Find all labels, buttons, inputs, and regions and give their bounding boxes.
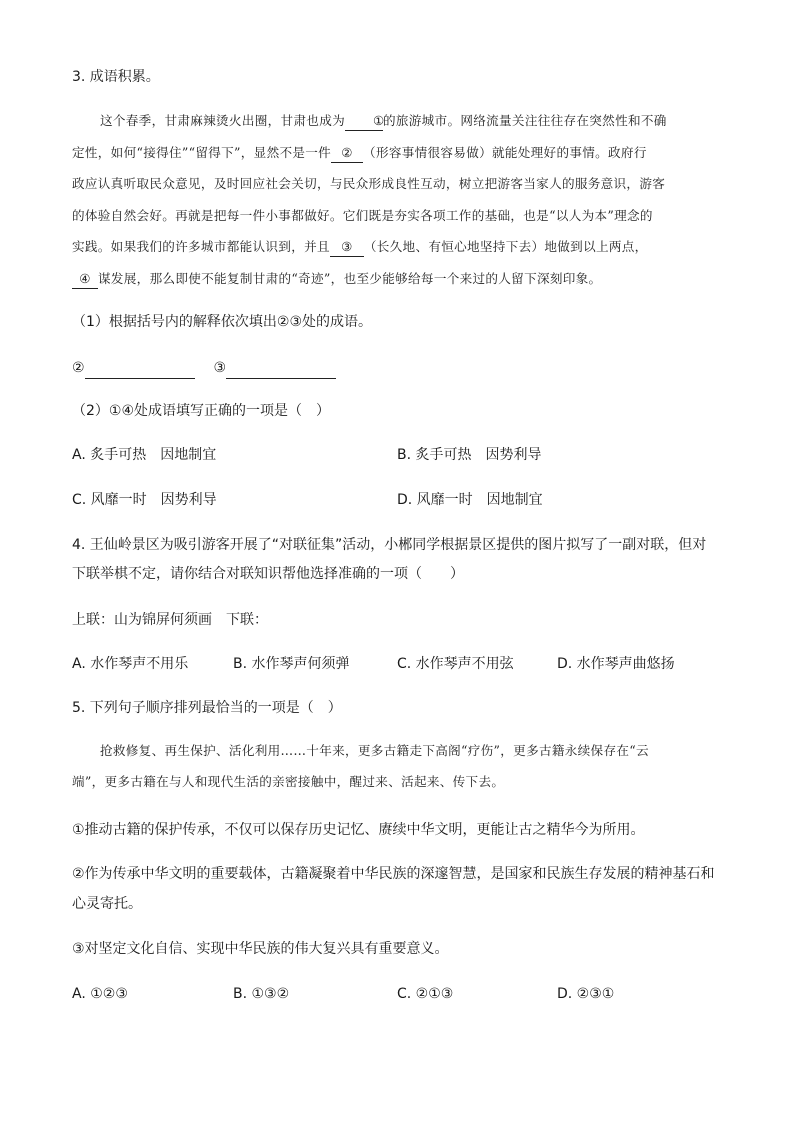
q5-passage-line-1: 抢救修复、再生保护、活化利用……十年来，更多古籍走下高阁“疗伤”，更多古籍永续保存在“云 [100, 743, 649, 758]
q5-sentence-1: ①推动古籍的保护传承，不仅可以保存历史记忆、赓续中华文明，更能让古之精华今为所用。 [72, 822, 645, 838]
blank-1: ① [345, 112, 383, 131]
q3-option-b[interactable]: B. 炙手可热 因势利导 [397, 447, 542, 463]
q3-option-c[interactable]: C. 风靡一时 因势利导 [72, 492, 217, 508]
passage-line-1 [72, 105, 724, 137]
q3-option-d[interactable]: D. 风靡一时 因地制宜 [397, 492, 543, 508]
q5-sentence-2-line-2: 心灵寄托。 [72, 896, 142, 912]
passage-text: （长久地、有恒心地坚持下去）地做到以上两点， [363, 239, 648, 254]
q3-title: 3. 成语积累。 [72, 69, 160, 85]
q4-option-c[interactable]: C. 水作琴声不用弦 [397, 656, 514, 672]
q4-couplet: 上联：山为锦屏何须画 下联： [72, 612, 268, 628]
q5-stem: 5. 下列句子顺序排列最恰当的一项是（ ） [72, 700, 342, 716]
passage-text: 这个春季，甘肃麻辣烫火出圈，甘肃也成为 [100, 113, 345, 128]
passage-text: 定性，如何“接得住”“留得下”，显然不是一件 [72, 144, 332, 160]
blank-2: ② [331, 144, 363, 163]
q5-sentence-2-line-1: ②作为传承中华文明的重要载体，古籍凝聚着中华民族的深邃智慧，是国家和民族生存发展的精神基石和 [72, 866, 715, 882]
q5-passage-line-2: 端”，更多古籍在与人和现代生活的亲密接触中，醒过来、活起来、传下去。 [72, 774, 505, 789]
passage-text: 谋发展，那么即使不能复制甘肃的“奇迹”，也至少能够给每一个来过的人留下深刻印象。 [98, 270, 602, 286]
q3-sub1: （1）根据括号内的解释依次填出②③处的成语。 [72, 314, 373, 330]
passage-line-4: 的体验自然会好。再就是把每一件小事都做好。它们既是夯实各项工作的基础，也是“以人为本”理念的 [72, 207, 653, 223]
passage-line-2 [72, 137, 724, 169]
passage-line-3: 政应认真听取民众意见，及时回应社会关切，与民众形成良性互动，树立把游客当家人的服务意识，游客 [72, 176, 666, 191]
passage-text: 实践。如果我们的许多城市都能认识到，并且 [72, 239, 330, 254]
q5-option-b[interactable]: B. ①③② [233, 986, 290, 1002]
q5-passage [72, 735, 724, 797]
passage-line-5 [72, 231, 724, 263]
fill-label-2: ② [72, 360, 85, 376]
q4-stem-line-1: 4. 王仙岭景区为吸引游客开展了“对联征集”活动，小郴同学根据景区提供的图片拟写了一副对联，但对 [72, 537, 707, 553]
q4-option-d[interactable]: D. 水作琴声曲悠扬 [557, 656, 675, 672]
q4-option-b[interactable]: B. 水作琴声何须弹 [233, 656, 350, 672]
q3-passage [72, 105, 724, 294]
passage-text: 的旅游城市。网络流量关注往往存在突然性和不确 [382, 113, 667, 128]
fill-line-2[interactable] [85, 358, 195, 379]
passage-line-6 [72, 263, 724, 295]
fill-line-3[interactable] [226, 358, 336, 379]
q5-sentence-3: ③对坚定文化自信、实现中华民族的伟大复兴具有重要意义。 [72, 941, 449, 957]
blank-3: ③ [330, 238, 364, 257]
q3-fill-row [72, 358, 336, 379]
q3-sub2: （2）①④处成语填写正确的一项是（ ） [72, 403, 331, 419]
fill-label-3: ③ [213, 360, 227, 376]
q4-stem-line-2: 下联举棋不定，请你结合对联知识帮他选择准确的一项（ ） [72, 566, 464, 582]
q3-option-a[interactable]: A. 炙手可热 因地制宜 [72, 447, 217, 463]
q5-option-d[interactable]: D. ②③① [557, 986, 615, 1002]
passage-text: （形容事情很容易做）就能处理好的事情。政府行 [363, 144, 647, 160]
q4-option-a[interactable]: A. 水作琴声不用乐 [72, 656, 189, 672]
q5-option-c[interactable]: C. ②①③ [397, 986, 454, 1002]
q5-option-a[interactable]: A. ①②③ [72, 986, 128, 1002]
blank-4: ④ [72, 270, 98, 289]
